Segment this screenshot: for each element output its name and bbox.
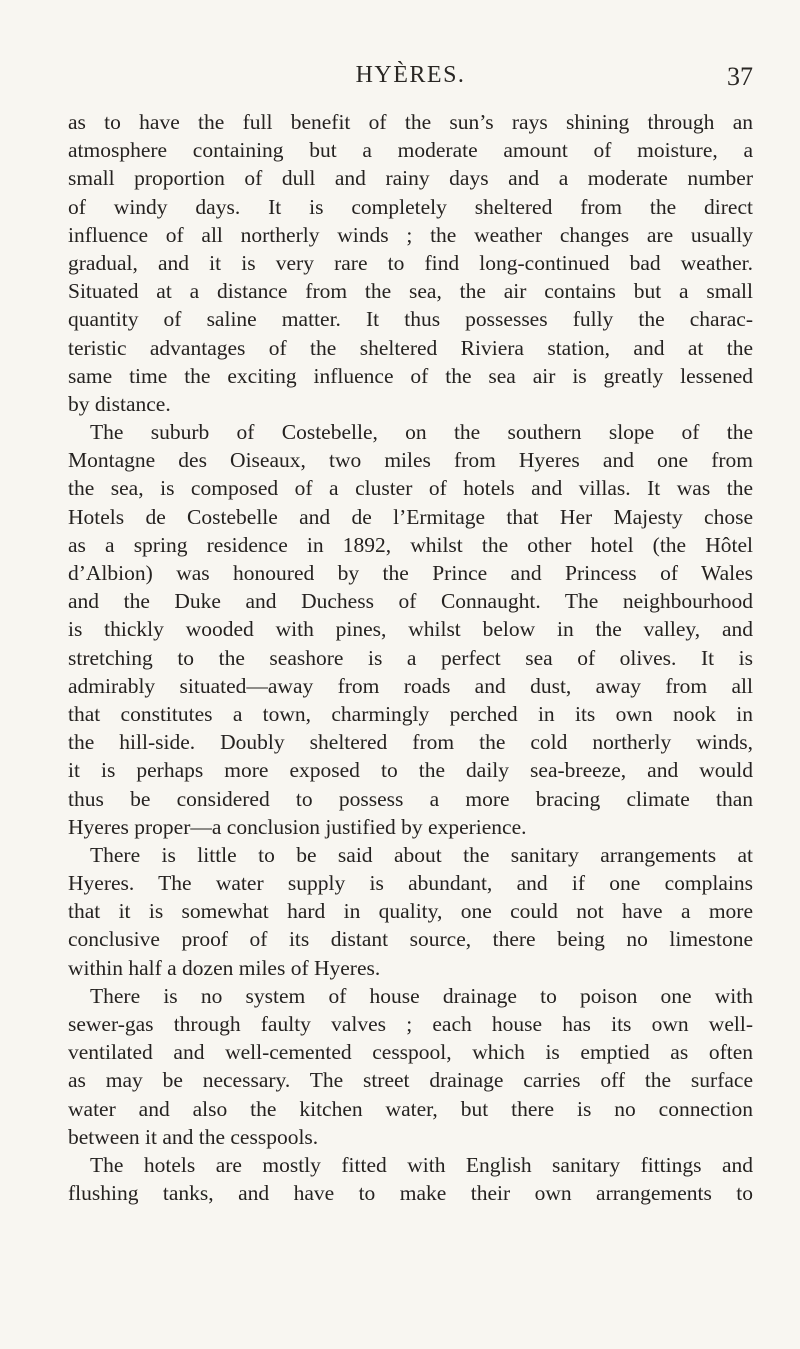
page-number: 37	[727, 62, 753, 91]
paragraph	[68, 1151, 753, 1207]
text-line: conclusive proof of its distant source, there being no limestone	[68, 927, 753, 952]
text-line: sewer-gas through faulty valves ; each house has its own well-	[68, 1012, 753, 1036]
text-line: gradual, and it is very rare to find long-continued bad weather.	[68, 250, 753, 275]
text-line: The suburb of Costebelle, on the southern slope of the	[90, 420, 753, 445]
text-line: that constitutes a town, charmingly perched in its own nook in	[68, 701, 753, 726]
text-line: within half a dozen miles of Hyeres.	[68, 955, 381, 980]
paragraph	[68, 418, 753, 841]
text-line: and the Duke and Duchess of Connaught. The neighbourhood	[68, 589, 753, 614]
text-line: The hotels are mostly fitted with English sanitary fittings and	[90, 1152, 753, 1177]
text-line: is thickly wooded with pines, whilst below in the valley, and	[68, 617, 753, 642]
running-head	[68, 62, 753, 102]
text-line: stretching to the seashore is a perfect sea of olives. It is	[68, 645, 753, 670]
text-line: small proportion of dull and rainy days and a moderate number	[68, 166, 753, 191]
text-line: the sea, is composed of a cluster of hotels and villas. It was the	[68, 476, 753, 501]
text-line: as to have the full benefit of the sun’s rays shining through an	[68, 110, 753, 134]
text-line: of windy days. It is completely sheltered from the direct	[68, 194, 753, 219]
text-line: Hyeres. The water supply is abundant, and if one complains	[68, 871, 753, 896]
running-title: HYÈRES.	[355, 62, 466, 88]
text-line: water and also the kitchen water, but there is no connection	[68, 1096, 753, 1121]
paragraph	[68, 982, 753, 1151]
text-line: d’Albion) was honoured by the Prince and Princess of Wales	[68, 561, 753, 585]
body-text	[68, 108, 753, 1207]
text-line: Montagne des Oiseaux, two miles from Hyeres and one from	[68, 448, 753, 473]
text-line: Hotels de Costebelle and de l’Ermitage that Her Majesty chose	[68, 504, 753, 529]
text-line: teristic advantages of the sheltered Riviera station, and at the	[68, 335, 753, 360]
text-line: Hyeres proper—a conclusion justified by experience.	[68, 814, 527, 839]
text-line: flushing tanks, and have to make their own arrangements to	[68, 1181, 753, 1206]
paragraph	[68, 108, 753, 418]
text-line: that it is somewhat hard in quality, one could not have a more	[68, 899, 753, 924]
text-line: it is perhaps more exposed to the daily sea-breeze, and would	[68, 758, 753, 783]
text-line: between it and the cesspools.	[68, 1124, 319, 1149]
paragraph	[68, 841, 753, 982]
text-line: quantity of saline matter. It thus possesses fully the charac-	[68, 307, 753, 332]
text-line: as a spring residence in 1892, whilst the other hotel (the Hôtel	[68, 532, 753, 557]
text-line: same time the exciting influence of the sea air is greatly lessened	[68, 363, 753, 388]
text-line: There is no system of house drainage to poison one with	[90, 983, 753, 1008]
text-line: by distance.	[68, 391, 171, 416]
text-line: influence of all northerly winds ; the weather changes are usually	[68, 222, 753, 247]
text-line: admirably situated—away from roads and dust, away from all	[68, 673, 753, 698]
text-line: Situated at a distance from the sea, the air contains but a small	[68, 279, 753, 304]
text-line: There is little to be said about the sanitary arrangements at	[90, 842, 753, 867]
text-line: the hill-side. Doubly sheltered from the cold northerly winds,	[68, 730, 753, 755]
text-line: atmosphere containing but a moderate amount of moisture, a	[68, 138, 753, 163]
text-line: thus be considered to possess a more bracing climate than	[68, 786, 753, 811]
text-line: as may be necessary. The street drainage carries off the surface	[68, 1068, 753, 1093]
text-line: ventilated and well-cemented cesspool, which is emptied as often	[68, 1040, 753, 1065]
